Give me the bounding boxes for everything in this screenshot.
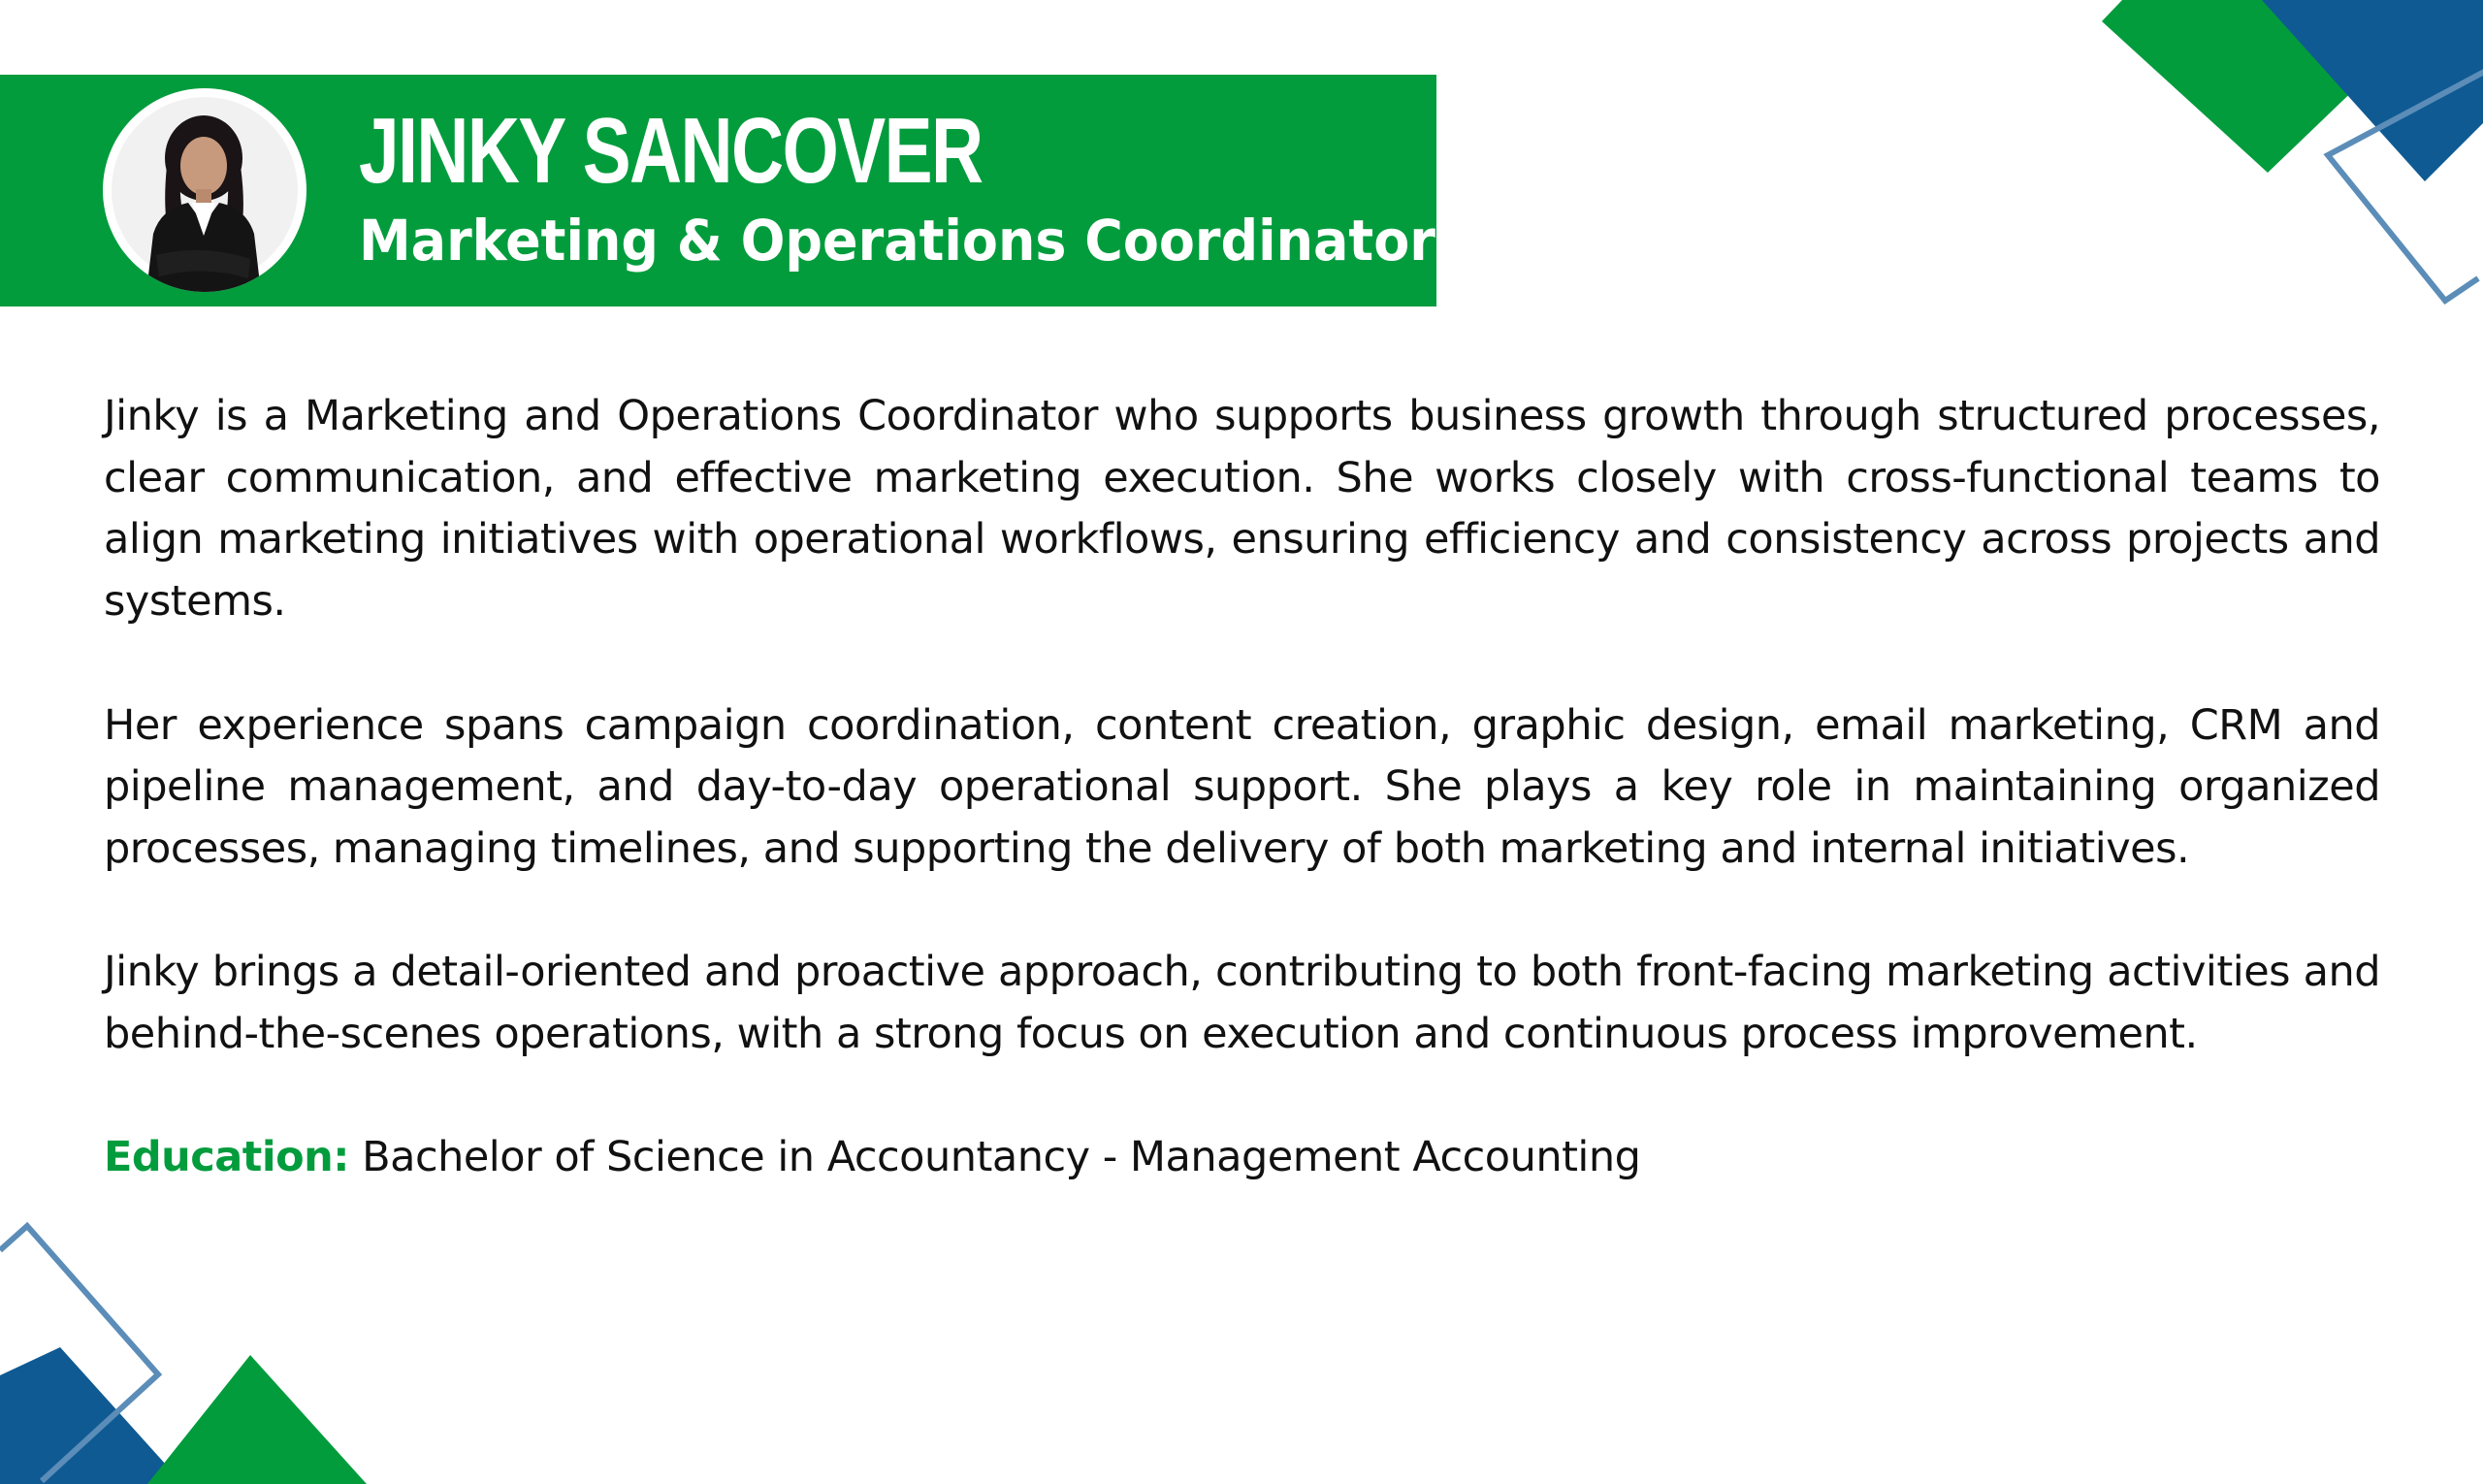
bio-paragraph: Her experience spans campaign coordination, content creation, graphic design, email marketing, CRM and pipeline management, and day-to-day operational support. She plays a key role in maintaining organized processes, managing timelines, and supporting the delivery of both marketing and internal initiatives. bbox=[104, 700, 2380, 873]
profile-photo-avatar bbox=[103, 88, 306, 292]
top-right-decoration bbox=[2085, 0, 2483, 310]
bottom-left-decoration bbox=[0, 1212, 388, 1484]
education-line bbox=[104, 1127, 2380, 1189]
bio-paragraph: Jinky brings a detail-oriented and proactive approach, contributing to both front-facing marketing activities and behind-the-scenes operations, with a strong focus on execution and continuous process improvement. bbox=[104, 948, 2380, 1058]
person-name: JINKY SANCOVER bbox=[359, 99, 983, 203]
education-value: Bachelor of Science in Accountancy - Management Accounting bbox=[348, 1133, 1641, 1182]
person-icon bbox=[103, 88, 306, 292]
education-label: Education: bbox=[104, 1133, 349, 1182]
green-triangle-shape bbox=[147, 1355, 367, 1484]
person-job-title: Marketing & Operations Coordinator bbox=[359, 208, 1435, 274]
bio-section bbox=[104, 386, 2380, 1189]
bio-paragraph: Jinky is a Marketing and Operations Coordinator who supports business growth through structured processes, clear communication, and effective marketing execution. She works closely with cross-functional teams to align marketing initiatives with operational workflows, ensuring efficiency and consistency across projects and systems. bbox=[104, 392, 2380, 627]
